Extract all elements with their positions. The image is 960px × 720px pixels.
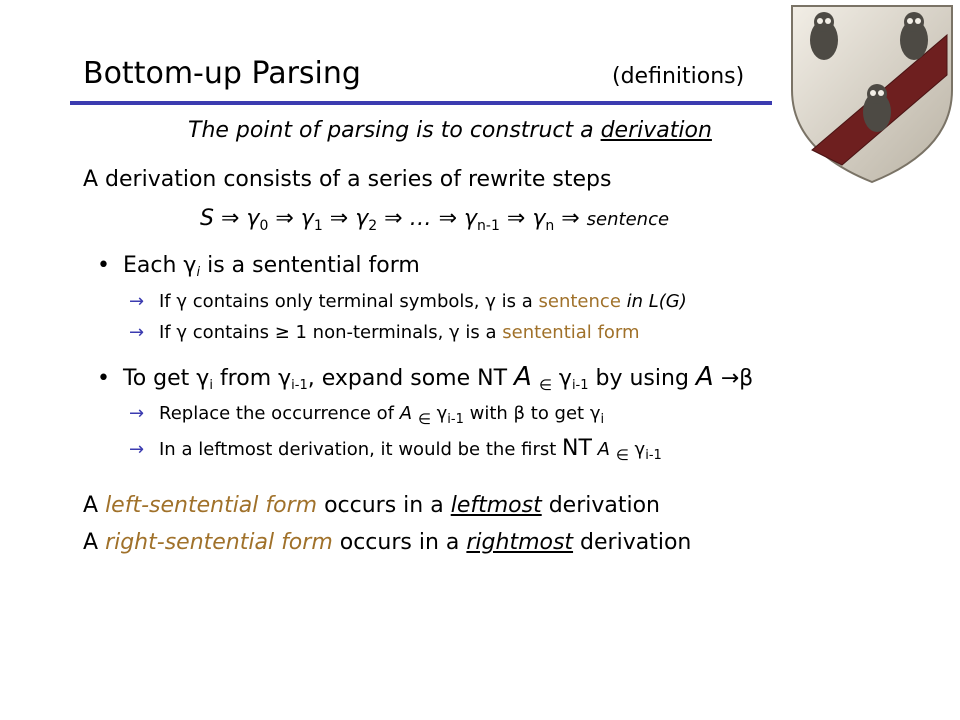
- slide-subtitle: (definitions): [612, 64, 745, 89]
- tagline: The point of parsing is to construct a derivation: [188, 118, 712, 143]
- subbullet-sentential-form: → If γ contains ≥ 1 non-terminals, γ is a sentential form: [129, 322, 640, 343]
- left-sentential-definition: A left-sentential form occurs in a leftmost derivation: [83, 493, 661, 518]
- subbullet-sentence: → If γ contains only terminal symbols, γ is a sentence in L(G): [129, 291, 687, 312]
- subbullet-replace: → Replace the occurrence of A $_\in$ $\gamma_{i-1}$ with β to get $\gamma_i$: [129, 403, 605, 428]
- slide-title: Bottom-up Parsing: [83, 56, 361, 91]
- university-crest-icon: [782, 0, 960, 184]
- derivation-formula: S ⇒ $\gamma_0$ ⇒ $\gamma_1$ ⇒ $\gamma_2$ ⇒ … ⇒ $\gamma_{n-1}$ ⇒ $\gamma_n$ ⇒ sentence: [200, 206, 670, 234]
- right-sentential-definition: A right-sentential form occurs in a rightmost derivation: [83, 530, 692, 555]
- bullet-expand-nt: • To get γi from γi-1, expand some NT A $_\in$ γi-1 by using A →β: [97, 362, 754, 394]
- bullet-sentential-form: • Each γi is a sentential form: [97, 253, 420, 280]
- subbullet-leftmost: → In a leftmost derivation, it would be the first NT A $_\in$ $\gamma_{i-1}$: [129, 436, 662, 464]
- derivation-definition: A derivation consists of a series of rewrite steps: [83, 167, 612, 192]
- title-rule: [70, 101, 772, 105]
